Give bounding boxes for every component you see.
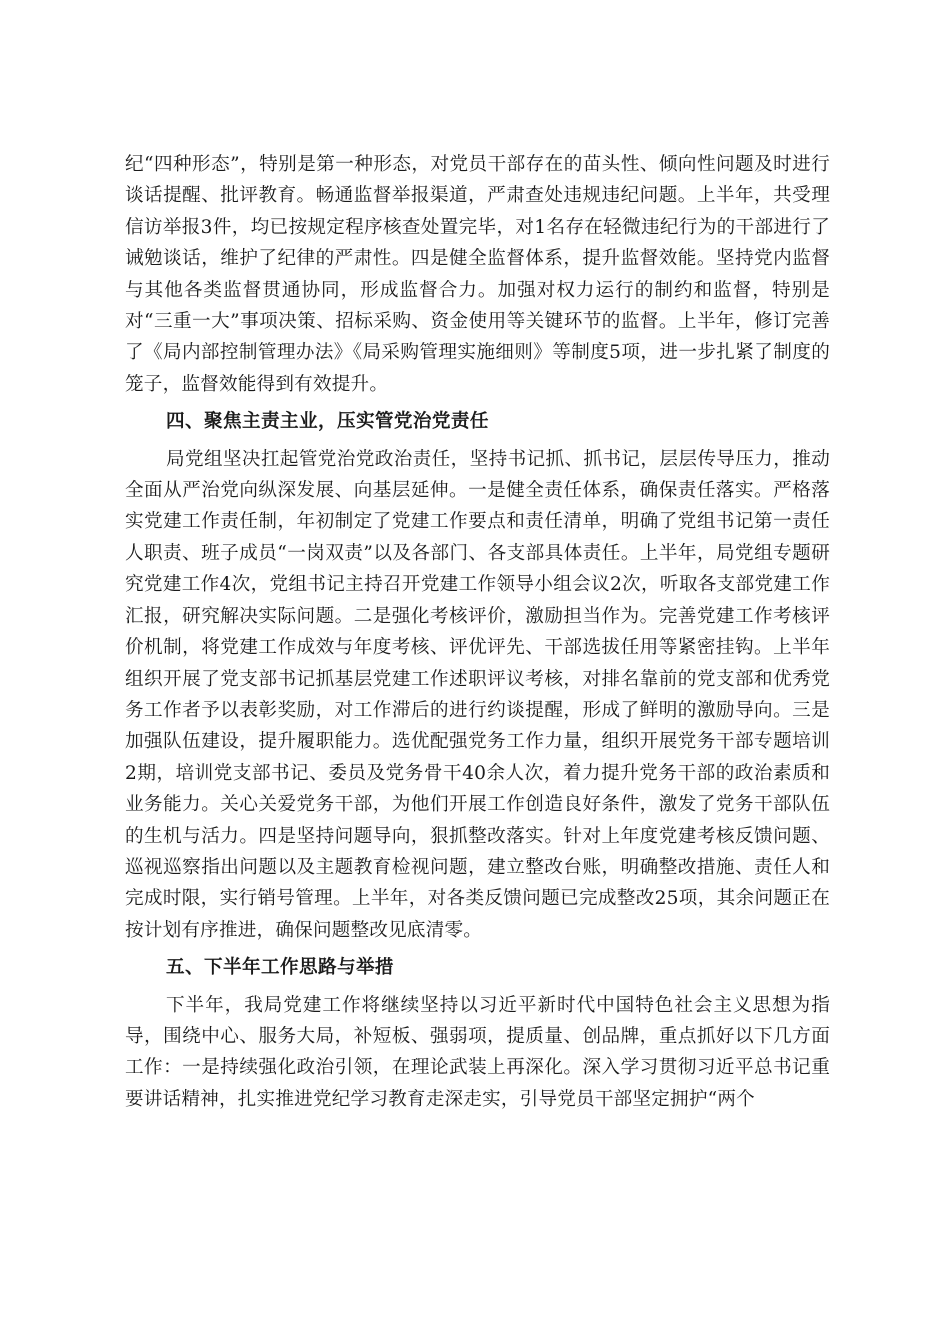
section-heading-5: 五、下半年工作思路与举措 — [166, 957, 394, 979]
paragraph-second-half-plan: 下半年，我局党建工作将继续坚持以习近平新时代中国特色社会主义思想为指导，围绕中心、服务大局，补短板、强弱项，提质量、创品牌，重点抓好以下几方面工作：一是持续强化政治引领，在理论武装上再深化。深入学习贯彻习近平总书记重要讲话精神，扎实推进党纪学习教育走深走实，引导党员干部坚定拥护“两个 — [125, 994, 830, 1110]
document-page — [125, 149, 830, 1115]
paragraph-discipline-supervision: 纪“四种形态”，特别是第一种形态，对党员干部存在的苗头性、倾向性问题及时进行谈话提醒、批评教育。畅通监督举报渠道，严肃查处违规违纪问题。上半年，共受理信访举报3件，均已按规定程序核查处置完毕，对1名存在轻微违纪行为的干部进行了诫勉谈话，维护了纪律的严肃性。四是健全监督体系，提升监督效能。坚持党内监督与其他各类监督贯通协同，形成监督合力。加强对权力运行的制约和监督，特别是对“三重一大”事项决策、招标采购、资金使用等关键环节的监督。上半年，修订完善了《局内部控制管理办法》《局采购管理实施细则》等制度5项，进一步扎紧了制度的笼子，监督效能得到有效提升。 — [125, 154, 830, 395]
paragraph-party-responsibility: 局党组坚决扛起管党治党政治责任，坚持书记抓、抓书记，层层传导压力，推动全面从严治党向纵深发展、向基层延伸。一是健全责任体系，确保责任落实。严格落实党建工作责任制，年初制定了党建工作要点和责任清单，明确了党组书记第一责任人职责、班子成员“一岗双责”以及各部门、各支部具体责任。上半年，局党组专题研究党建工作4次，党组书记主持召开党建工作领导小组会议2次，听取各支部党建工作汇报，研究解决实际问题。二是强化考核评价，激励担当作为。完善党建工作考核评价机制，将党建工作成效与年度考核、评优评先、干部选拔任用等紧密挂钩。上半年组织开展了党支部书记抓基层党建工作述职评议考核，对排名靠前的党支部和优秀党务工作者予以表彰奖励，对工作滞后的进行约谈提醒，形成了鲜明的激励导向。三是加强队伍建设，提升履职能力。选优配强党务工作力量，组织开展党务干部专题培训2期，培训党支部书记、委员及党务骨干40余人次，着力提升党务干部的政治素质和业务能力。关心关爱党务干部，为他们开展工作创造良好条件，激发了党务干部队伍的生机与活力。四是坚持问题导向，狠抓整改落实。针对上年度党建考核反馈问题、巡视巡察指出问题以及主题教育检视问题，建立整改台账，明确整改措施、责任人和完成时限，实行销号管理。上半年，对各类反馈问题已完成整改25项，其余问题正在按计划有序推进，确保问题整改见底清零。 — [125, 448, 830, 941]
section-heading-4: 四、聚焦主责主业，压实管党治党责任 — [166, 411, 489, 433]
